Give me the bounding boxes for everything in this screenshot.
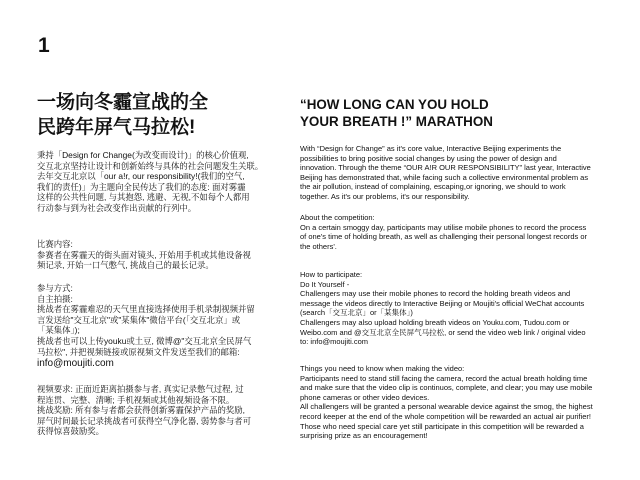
zh-participate-subheading: 自主拍摄:	[37, 293, 73, 304]
en-participate-line: (search「交互北京」or「某集体」)	[300, 308, 413, 318]
english-title-line-1: “HOW LONG CAN YOU HOLD	[300, 97, 489, 112]
en-participate-line: message the videos directly to Interactive Beijing or Moujiti's official WeChat accounts	[300, 298, 585, 308]
english-title-line-2: YOUR BREATH !” MARATHON	[300, 114, 493, 129]
zh-participate-line: 「某集体」);	[37, 325, 80, 336]
en-requirements-line: surprising prize as an encouragement!	[300, 431, 428, 441]
zh-requirements-line: 屏气时间最长记录挑战者可获得空气净化器, 弱势参与者可	[37, 415, 252, 426]
zh-requirements-line: 程连贯、完整、清晰; 手机视频或其他视频设备不限。	[37, 394, 235, 405]
contact-email: info@moujiti.com	[37, 358, 114, 370]
english-requirements-section	[300, 364, 620, 441]
chinese-intro-paragraph	[37, 150, 282, 214]
en-competition-heading: About the competition:	[300, 213, 375, 222]
en-intro-line: the air pollution, instead of complaining, escaping,or ignoring, we should to work	[300, 182, 566, 192]
en-intro-line: With “Design for Change” as it's core value, Interactive Beijing experiments the	[300, 144, 562, 153]
chinese-requirements-section	[37, 384, 282, 437]
zh-intro-line: 这样的公共性问题, 与其抱怨, 逃避、无视,不如每个人都用	[37, 192, 250, 203]
en-competition-line: On a certain smoggy day, participants may utilise mobile phones to record the process	[300, 222, 587, 232]
en-competition-line: of one's time of holding breath, as well as challenging their personal longest records or	[300, 232, 588, 242]
zh-intro-line: 我们的责任)」为主题向全民传达了我们的态度: 面对雾霾	[37, 181, 246, 192]
zh-intro-line: 交互北京坚持让设计和创新始终与具体的社会问题发生关联。	[37, 160, 264, 171]
zh-requirements-line: 获得惊喜鼓励奖。	[37, 426, 104, 437]
page-number: 1	[38, 34, 50, 57]
zh-competition-line: 频记录, 开始一口气憋气, 挑战自己的最长记录。	[37, 260, 214, 271]
chinese-title-line-2: 民跨年屏气马拉松!	[37, 117, 196, 138]
en-requirements-line: record keeper at the end of the whole competition will be rewarded an actual air purifier!	[300, 411, 591, 421]
en-requirements-line: and make sure that the video clip is continuos, complete, and clear; you may use mobile	[300, 383, 593, 393]
en-requirements-line: Those who need special care yet still participate in this competition will be rewarded a	[300, 421, 584, 431]
english-intro-paragraph	[300, 144, 620, 202]
en-intro-line: together. As it's our problems, it's our responsibility.	[300, 191, 470, 201]
en-requirements-line: phone cameras or other video devices.	[300, 392, 430, 402]
english-competition-section	[300, 213, 620, 251]
en-intro-line: possibilities to bring positive social changes by using the power of design and	[300, 153, 557, 163]
en-requirements-heading: Things you need to know when making the video:	[300, 364, 465, 373]
en-requirements-line: All challengers will be granted a personal wearable device against the smog, the highest	[300, 402, 593, 412]
zh-participate-line: 言发送给"交互北京"或"某集体"微信平台(「交互北京」或	[37, 314, 241, 325]
en-intro-line: Beijing has demonstrated that, while facing such a collective environmental problem as	[300, 172, 589, 182]
zh-intro-line: 去年交互北京以「our a!r, our responsibility!(我们的空气,	[37, 171, 245, 182]
en-competition-line: the others'.	[300, 241, 337, 251]
zh-participate-line: 挑战者也可以上传youku或土豆, 微博@"交互北京全民屏气	[37, 335, 252, 346]
en-intro-line: innovation. Through the theme “OUR A!R OUR RESPONSIBILITY” last year, Interactive	[300, 163, 591, 173]
en-participate-line: to: info@moujiti.com	[300, 337, 369, 347]
en-participate-heading: How to participate:	[300, 270, 363, 279]
chinese-competition-section	[37, 239, 282, 271]
zh-competition-line: 参赛者在雾霾天的街头面对镜头, 开始用手机或其他设备视	[37, 249, 252, 260]
en-requirements-line: Participants need to stand still facing the camera, record the actual breath holding time	[300, 373, 588, 383]
zh-participate-heading: 参与方式:	[37, 283, 73, 293]
chinese-title-line-1: 一场向冬霾宣战的全	[37, 92, 209, 113]
zh-requirements-line: 视频要求: 正面近距离拍摄参与者, 真实记录憋气过程, 过	[37, 384, 244, 394]
en-participate-line: Weibo.com and @交互北京全民屏气马拉松, or send the video web link / original video	[300, 327, 586, 337]
en-participate-line: Challengers may use their mobile phones to record the holding breath videos and	[300, 289, 571, 299]
en-participate-line: Challengers may also upload holding breath videos on Youku.com, Tudou.com or	[300, 317, 570, 327]
english-title	[300, 96, 620, 130]
zh-requirements-line: 挑战奖励: 所有参与者都会获得创新雾霾保护产品的奖励,	[37, 405, 245, 416]
zh-intro-line: 秉持「Design for Change(为改变而设计)」的核心价值观,	[37, 150, 249, 160]
english-participation-section	[300, 270, 620, 347]
en-participate-subheading: Do It Yourself -	[300, 279, 350, 289]
zh-competition-heading: 比赛内容:	[37, 239, 73, 249]
zh-participate-line: 挑战者在雾霾难忍的天气里直接选择使用手机录制视频并留	[37, 304, 255, 315]
zh-intro-line: 行动参与到为社会改变作出贡献的行列中。	[37, 202, 197, 213]
chinese-title	[37, 90, 287, 140]
zh-participate-line: 马拉松", 并把视频链接或原视频文件发送至我们的邮箱:	[37, 346, 240, 357]
chinese-participation-section	[37, 283, 282, 371]
